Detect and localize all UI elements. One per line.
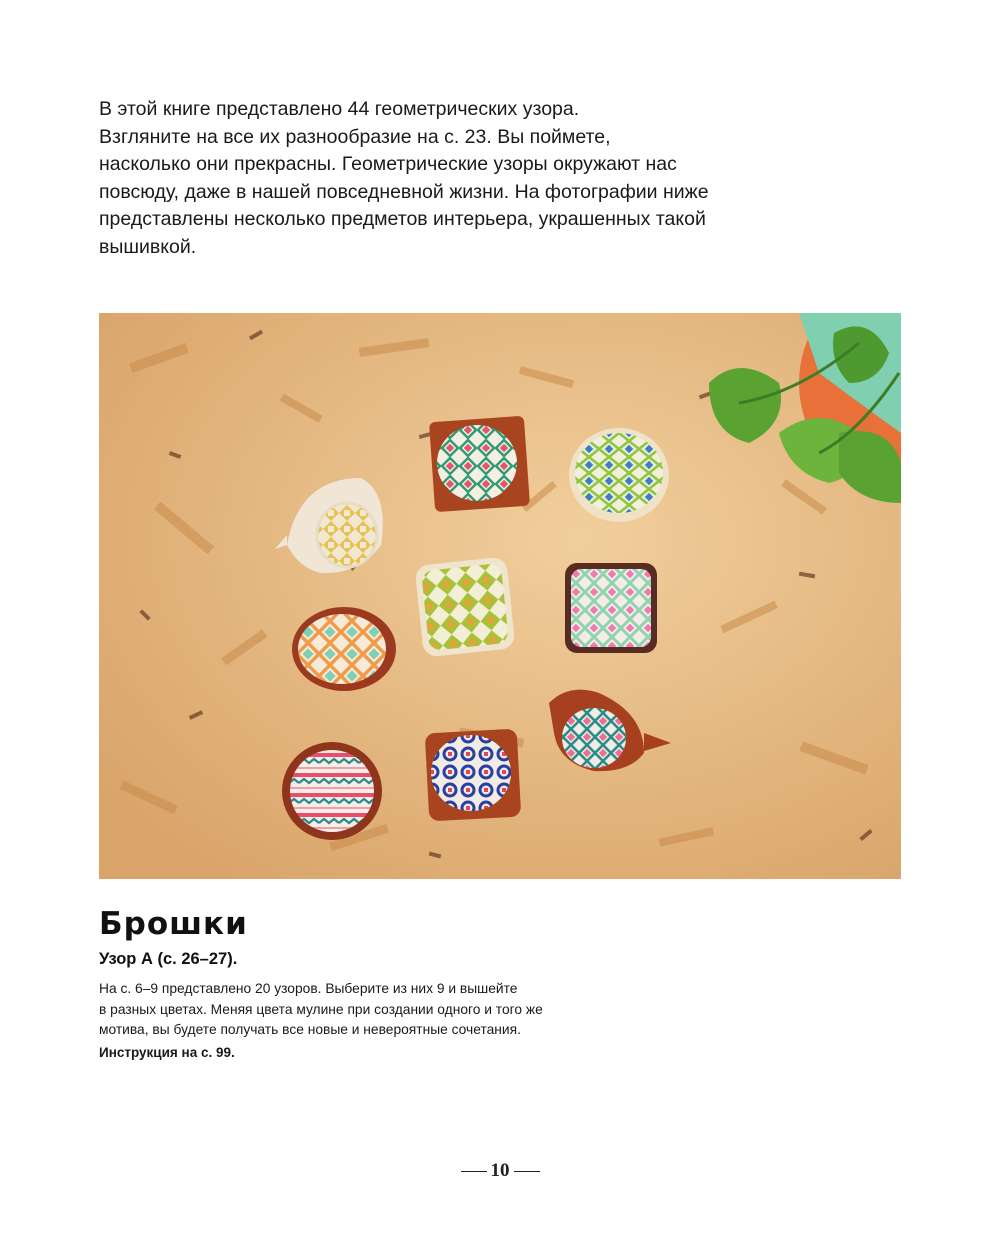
page-number-rule-left — [461, 1171, 487, 1172]
brooch-square-lime — [414, 556, 515, 657]
description-line: мотива, вы будете получать все новые и невероятные сочетания. — [99, 1022, 521, 1037]
pattern-reference: Узор А (с. 26–27). — [99, 950, 238, 968]
intro-paragraph — [99, 96, 779, 261]
page-number-footer — [0, 1160, 1000, 1182]
intro-line: В этой книге представлено 44 геометрических узора. — [99, 98, 580, 120]
brooch-oval-orange-mint — [292, 607, 396, 691]
intro-line: Взгляните на все их разнообразие на с. 23. Вы поймете, — [99, 125, 611, 148]
section-heading: Брошки — [99, 906, 248, 942]
intro-line: представлены несколько предметов интерьера, украшенных такой — [99, 208, 706, 230]
brooch-round-blue-lime — [569, 428, 669, 522]
description-line: в разных цветах. Меняя цвета мулине при создании одного и того же — [99, 1001, 543, 1017]
page-number-rule-right — [514, 1171, 540, 1172]
page-number: 10 — [490, 1160, 510, 1181]
section-description — [99, 979, 659, 1041]
brooch-round-stripes — [282, 742, 382, 840]
intro-line: насколько они прекрасны. Геометрические узоры окружают нас — [99, 153, 677, 175]
description-line: На с. 6–9 представлено 20 узоров. Выберите из них 9 и вышейте — [99, 981, 518, 996]
instruction-reference: Инструкция на с. 99. — [99, 1045, 235, 1060]
intro-line: повсюду, даже в нашей повседневной жизни. На фотографии ниже — [99, 180, 709, 203]
brooches-photo — [99, 313, 901, 879]
intro-line: вышивкой. — [99, 235, 197, 258]
brooch-square-navy — [425, 729, 521, 822]
brooch-square-red-green — [429, 416, 530, 512]
brooch-square-mint-pink — [565, 563, 657, 653]
